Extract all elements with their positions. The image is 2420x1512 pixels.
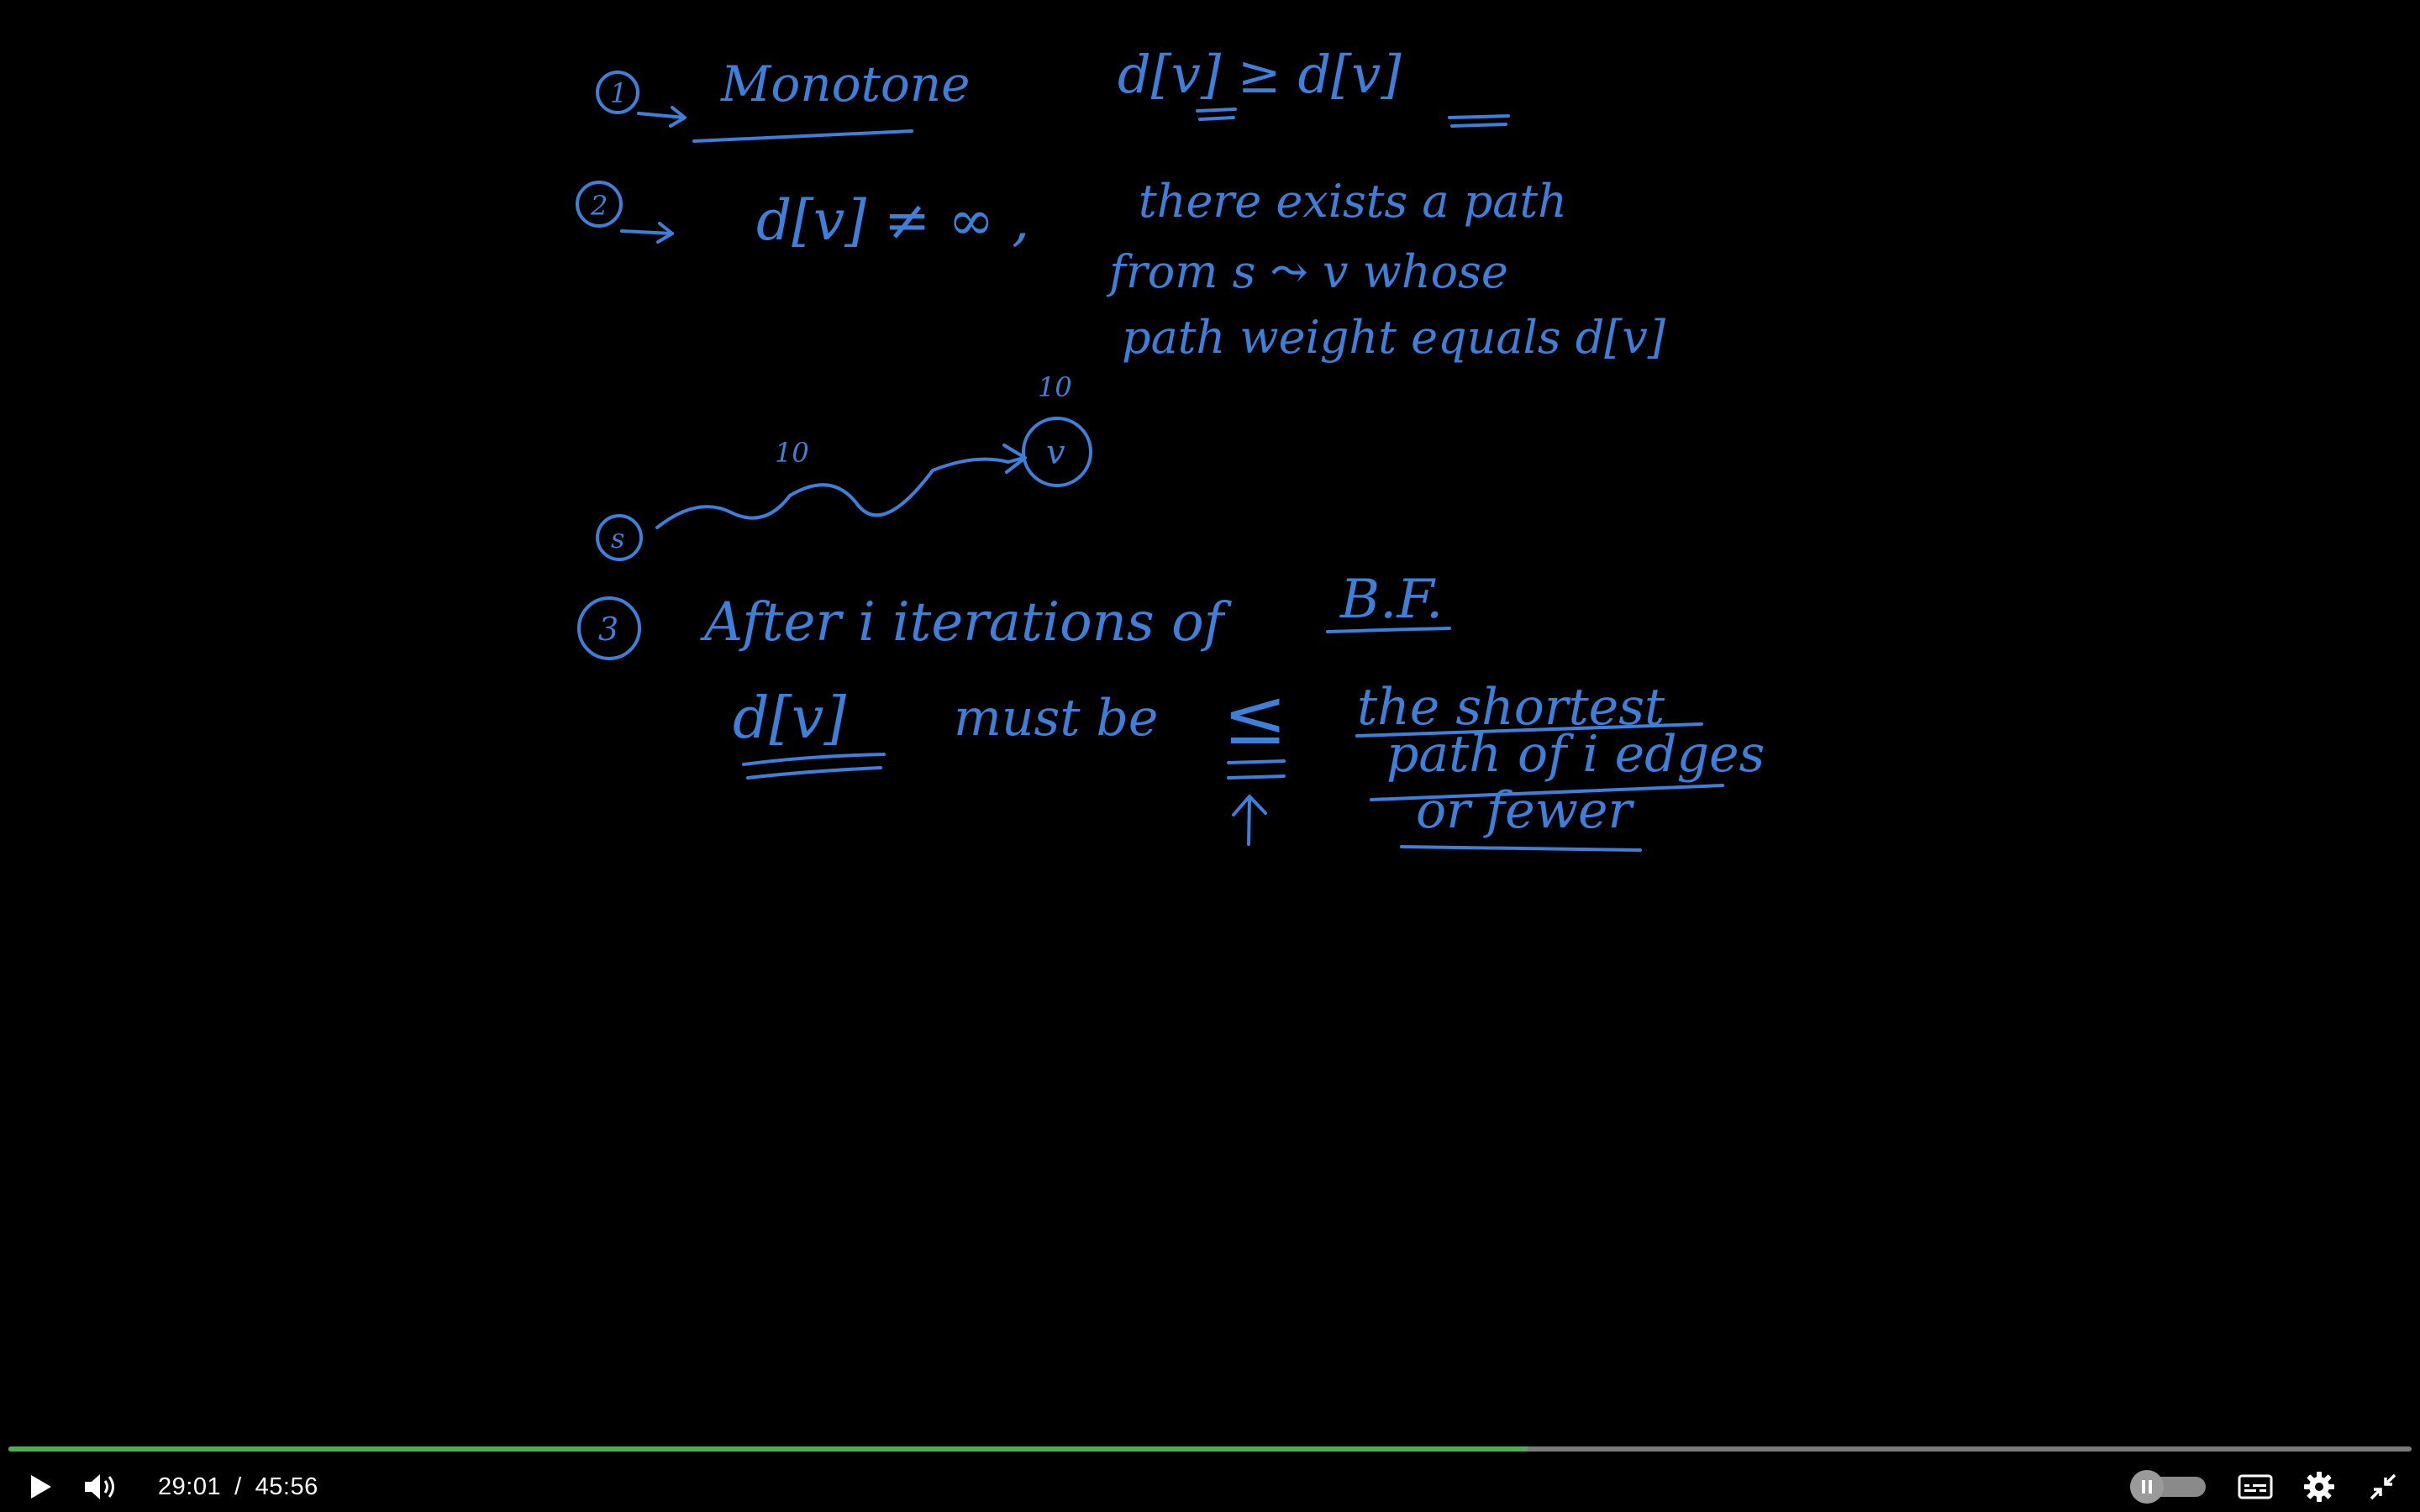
line3-symbol-marks bbox=[1228, 761, 1284, 844]
gear-icon bbox=[2303, 1471, 2335, 1503]
autoplay-toggle-icon bbox=[2130, 1470, 2164, 1504]
line1-underline bbox=[694, 131, 912, 141]
diagram-edge-weight: 10 bbox=[775, 437, 809, 469]
line1-number: 1 bbox=[610, 77, 628, 109]
line2-formula: d[v] ≠ ∞ , bbox=[756, 188, 1030, 253]
captions-button[interactable] bbox=[2228, 1463, 2282, 1510]
diagram-node-weight: 10 bbox=[1038, 371, 1072, 403]
line3-rhs-b: path of i edges bbox=[1386, 725, 1765, 784]
autoplay-toggle[interactable] bbox=[2128, 1463, 2208, 1510]
line1-arrow bbox=[639, 108, 685, 126]
volume-button[interactable] bbox=[74, 1463, 128, 1510]
line3-formula-underline bbox=[744, 754, 884, 778]
volume-icon bbox=[82, 1472, 119, 1502]
current-time: 29:01 bbox=[158, 1473, 222, 1500]
line2-text-a: there exists a path bbox=[1139, 175, 1567, 228]
exit-fullscreen-button[interactable] bbox=[2360, 1463, 2407, 1510]
line3-number: 3 bbox=[598, 611, 619, 648]
diagram-start-label: s bbox=[611, 522, 625, 554]
line2-text-b: from s ⤳ v whose bbox=[1109, 245, 1508, 298]
time-separator: / bbox=[234, 1473, 242, 1500]
line3-text: After i iterations of bbox=[704, 591, 1224, 654]
line3-formula: d[v] bbox=[733, 685, 847, 752]
diagram-end-label: v bbox=[1046, 433, 1065, 472]
progress-bar[interactable] bbox=[8, 1446, 2412, 1452]
line3-rhs-a: the shortest bbox=[1357, 678, 1665, 737]
exit-fullscreen-icon bbox=[2369, 1473, 2397, 1501]
autoplay-toggle-track bbox=[2130, 1477, 2206, 1497]
line1-double-underline-b bbox=[1449, 116, 1508, 126]
settings-button[interactable] bbox=[2294, 1463, 2344, 1510]
play-icon bbox=[26, 1473, 55, 1501]
captions-icon bbox=[2238, 1474, 2273, 1499]
line1-label: Monotone bbox=[721, 55, 971, 113]
time-display bbox=[158, 1463, 318, 1510]
line1-double-underline-a bbox=[1197, 109, 1235, 119]
play-button[interactable] bbox=[17, 1463, 64, 1510]
line3-symbol: ≤ bbox=[1223, 672, 1288, 762]
line3-text-b: must be bbox=[954, 689, 1159, 748]
line3-rhs-c: or fewer bbox=[1416, 781, 1633, 840]
diagram-wavy-edge bbox=[657, 445, 1025, 528]
line3-rhs-c-underline bbox=[1402, 847, 1640, 850]
line1-formula: d[v] ≥ d[v] bbox=[1118, 44, 1402, 105]
line2-text-c: path weight equals d[v] bbox=[1122, 311, 1665, 364]
line2-arrow bbox=[622, 223, 672, 242]
duration: 45:56 bbox=[255, 1473, 318, 1500]
line2-number: 2 bbox=[591, 190, 608, 222]
line3-algo: B.F. bbox=[1340, 569, 1444, 631]
player-controls bbox=[0, 1438, 2420, 1512]
progress-bar-fill bbox=[8, 1446, 1528, 1452]
